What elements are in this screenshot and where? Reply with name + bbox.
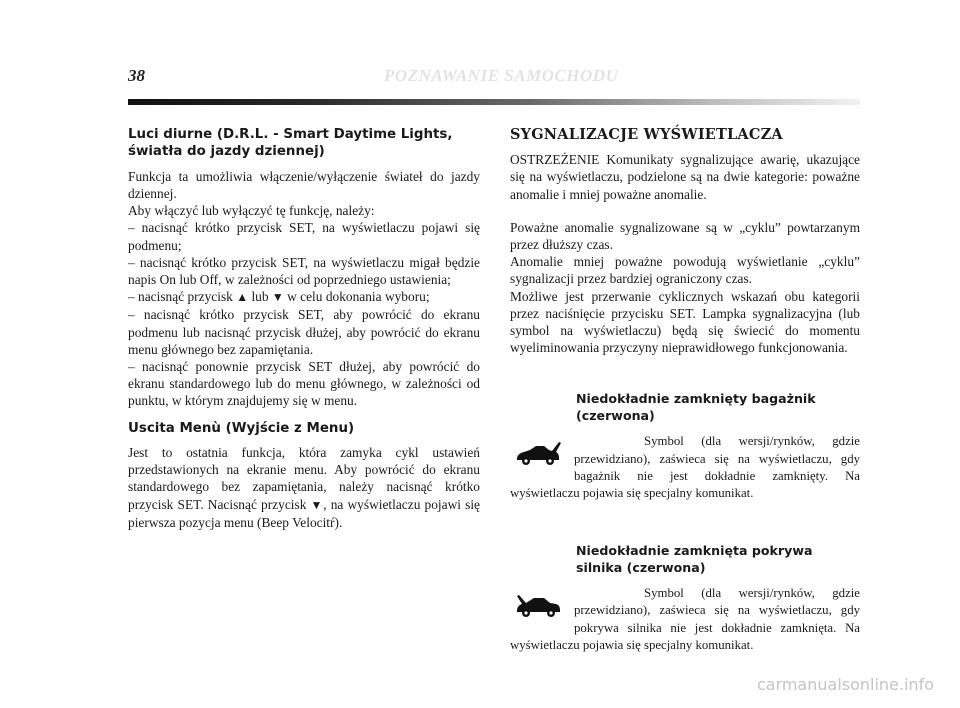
triangle-up-icon: ▲ [236,290,249,305]
car-bonnet-open-icon [514,589,562,619]
drl-step: – nacisnąć krótko przycisk SET, na wyświetlaczu migał będzie napis On lub Off, w zależności od poprzedniego ustawienia; [128,254,480,288]
warning-intro: OSTRZEŻENIE Komunikaty sygnalizujące awarię, ukazujące się na wyświetlaczu, podzielone są na dwie kategorie: poważne anomalie i mniej poważne anomalie. [510,152,860,202]
running-header: POZNAWANIE SAMOCHODU [384,66,619,85]
trunk-warning-body [510,433,860,502]
watermark: carmanualsonline.info [756,675,934,694]
display-signals-title: SYGNALIZACJE WYŚWIETLACZA [510,126,783,143]
trunk-warning-text: Symbol (dla wersji/rynków, gdzie przewidziano), zaświeca się na wyświetlaczu, gdy bagażnik nie jest dokładnie zamknięty. Na wyświetlaczu pojawia się specjalny komunikat. [510,434,860,501]
interrupt-text: Możliwe jest przerwanie cyklicznych wskazań obu kategorii przez naciśnięcie przycisku SET. Lampka sygnalizacyjna (lub symbol na wyświetlaczu) będą się świecić do momentu wyeliminowania przyczyny nieprawidłowego funkcjonowania. [510,288,860,356]
drl-step-text: w celu dokonania wyboru; [283,289,430,305]
exit-text: , na wyświetlaczu pojawi się pierwsza pozycja menu (Beep Velocitŕ). [128,496,480,530]
drl-step: – nacisnąć krótko przycisk SET, na wyświetlaczu pojawi się podmenu; [128,220,480,253]
bonnet-warning-text: Symbol (dla wersji/rynków, gdzie przewidziano), zaświeca się na wyświetlaczu, gdy pokrywa silnika nie jest dokładnie zamknięta. Na wyświetlaczu pojawia się specjalny komunikat. [510,586,860,652]
drl-step: – nacisnąć krótko przycisk SET, aby powrócić do ekranu podmenu lub nacisnąć przycisk dłużej, aby powrócić do ekranu menu głównego bez zapamiętania. [128,307,480,357]
exit-section-title: Uscita Menù (Wyjście z Menu) [128,420,355,436]
drl-section-title: Luci diurne (D.R.L. - Smart Daytime Lights, światła do jazdy dziennej) [128,127,453,160]
exit-paragraph [128,444,480,531]
exit-text: Jest to ostatnia funkcja, która zamyka cykl ustawień przedstawionych na ekranie menu. Aby powrócić do ekranu standardowego bez zapamiętania, należy nacisnąć krótko przycisk SET. Nacisnąć przycisk [128,445,480,512]
serious-anomalies-text: Poważne anomalie sygnalizowane są w „cyklu” powtarzanym przez dłuższy czas. [510,219,860,253]
drl-paragraph: Funkcja ta umożliwia włączenie/wyłączenie świateł do jazdy dziennej. [128,168,480,202]
trunk-warning-title: Niedokładnie zamknięty bagażnik (czerwona) [576,391,816,424]
trunk-warning [510,390,860,502]
bonnet-warning-body [510,585,860,654]
drl-step-text: – nacisnąć przycisk [128,289,237,305]
drl-paragraph: Aby włączyć lub wyłączyć tę funkcję, należy: [128,203,375,219]
drl-step: – nacisnąć ponownie przycisk SET dłużej, aby powrócić do ekranu standardowego lub do menu głównego, w zależności od punktu, w którym znajdujemy się w menu. [128,359,480,409]
triangle-down-icon: ▼ [271,290,284,305]
bonnet-warning-title: Niedokładnie zamknięta pokrywa silnika (czerwona) [576,543,813,576]
page-number: 38 [128,66,145,85]
bonnet-warning [510,542,860,654]
minor-anomalies-text: Anomalie mniej poważne powodują wyświetlanie „cyklu” sygnalizacji przez bardziej ograniczony czas. [510,254,860,287]
right-column [510,126,860,654]
car-trunk-open-icon [514,437,562,467]
header-rule [128,99,860,105]
drl-step-select [128,288,480,306]
drl-step-text: lub [248,289,272,305]
triangle-down-icon: ▼ [310,497,324,512]
left-column [128,126,480,531]
